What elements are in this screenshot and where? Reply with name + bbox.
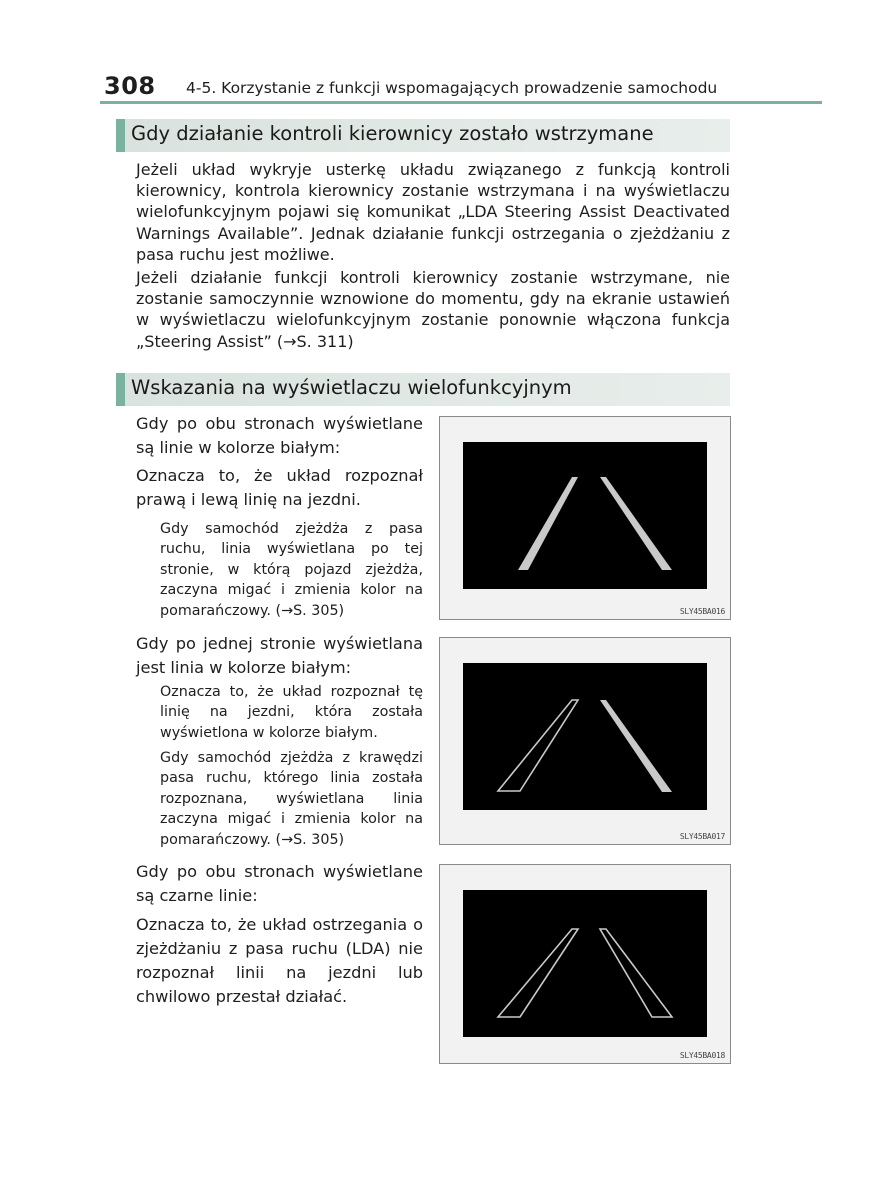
- paragraph-steering-resume: Jeżeli działanie funkcji kontroli kierownicy zostanie wstrzymane, nie zostanie samoczynnie wznowione do momentu, gdy na ekranie ustawień w wyświetlaczu wielofunkcyjnym zostanie ponownie włączona funkcja „Steering Assist” (→S. 311): [136, 268, 730, 351]
- lane-lines-illustration: [440, 417, 732, 621]
- item3-title: Gdy po obu stronach wyświetlane są czarne linie:: [136, 862, 423, 905]
- figure-code: SLY45BA017: [679, 832, 725, 841]
- page-header: [0, 0, 877, 110]
- figure-code: SLY45BA018: [679, 1051, 725, 1060]
- item2-note2: Gdy samochód zjeżdża z krawędzi pasa ruchu, którego linia została rozpoznana, wyświetlana linia zaczyna migać i zmienia kolor na pomarańczowy. (→S. 305): [160, 750, 423, 848]
- right-lane-line: [600, 477, 672, 570]
- right-lane-line-outline: [600, 929, 672, 1017]
- heading-accent-bar: [116, 373, 125, 406]
- paragraph-steering-fault: Jeżeli układ wykryje usterkę układu związanego z funkcją kontroli kierownicy, kontrola kierownicy zostanie wstrzymana i na wyświetlaczu wielofunkcyjnym pojawi się komunikat „LDA Steering Assist Deactivated Warnings Available”. Jednak działanie funkcji ostrzegania o zjeżdżaniu z pasa ruchu jest możliwe.: [136, 160, 730, 264]
- item1-note: Gdy samochód zjeżdża z pasa ruchu, linia wyświetlana po tej stronie, w którą pojazd zjeżdża, zaczyna migać i zmienia kolor na pomarańczowy. (→S. 305): [160, 521, 423, 619]
- section-heading-display-indications: [116, 373, 730, 406]
- heading-accent-bar: [116, 119, 125, 152]
- item1-title: Gdy po obu stronach wyświetlane są linie w kolorze białym:: [136, 414, 423, 457]
- left-lane-line-outline: [498, 700, 578, 791]
- figure-one-line-white: [439, 637, 731, 845]
- left-lane-line-outline: [498, 929, 578, 1017]
- chapter-title: 4-5. Korzystanie z funkcji wspomagających prowadzenie samochodu: [186, 79, 718, 97]
- section-title: Gdy działanie kontroli kierownicy zostało wstrzymane: [131, 122, 654, 145]
- figure-both-lines-white: [439, 416, 731, 620]
- item1-body: Oznacza to, że układ rozpoznał prawą i lewą linię na jezdni.: [136, 466, 423, 509]
- item2-title: Gdy po jednej stronie wyświetlana jest linia w kolorze białym:: [136, 634, 423, 677]
- left-lane-line: [518, 477, 578, 570]
- section-title: Wskazania na wyświetlaczu wielofunkcyjnym: [131, 376, 572, 399]
- header-rule: [100, 101, 822, 104]
- lane-lines-illustration: [440, 865, 732, 1065]
- right-lane-line: [600, 700, 672, 792]
- section-heading-steering-assist-deactivated: [116, 119, 730, 152]
- figure-code: SLY45BA016: [679, 607, 725, 616]
- item2-note1: Oznacza to, że układ rozpoznał tę linię na jezdni, która została wyświetlona w kolorze białym.: [160, 684, 423, 741]
- lane-lines-illustration: [440, 638, 732, 846]
- page-number: 308: [104, 72, 156, 100]
- item3-body: Oznacza to, że układ ostrzegania o zjeżdżaniu z pasa ruchu (LDA) nie rozpoznał linii na jezdni lub chwilowo przestał działać.: [136, 915, 423, 1006]
- figure-both-lines-black: [439, 864, 731, 1064]
